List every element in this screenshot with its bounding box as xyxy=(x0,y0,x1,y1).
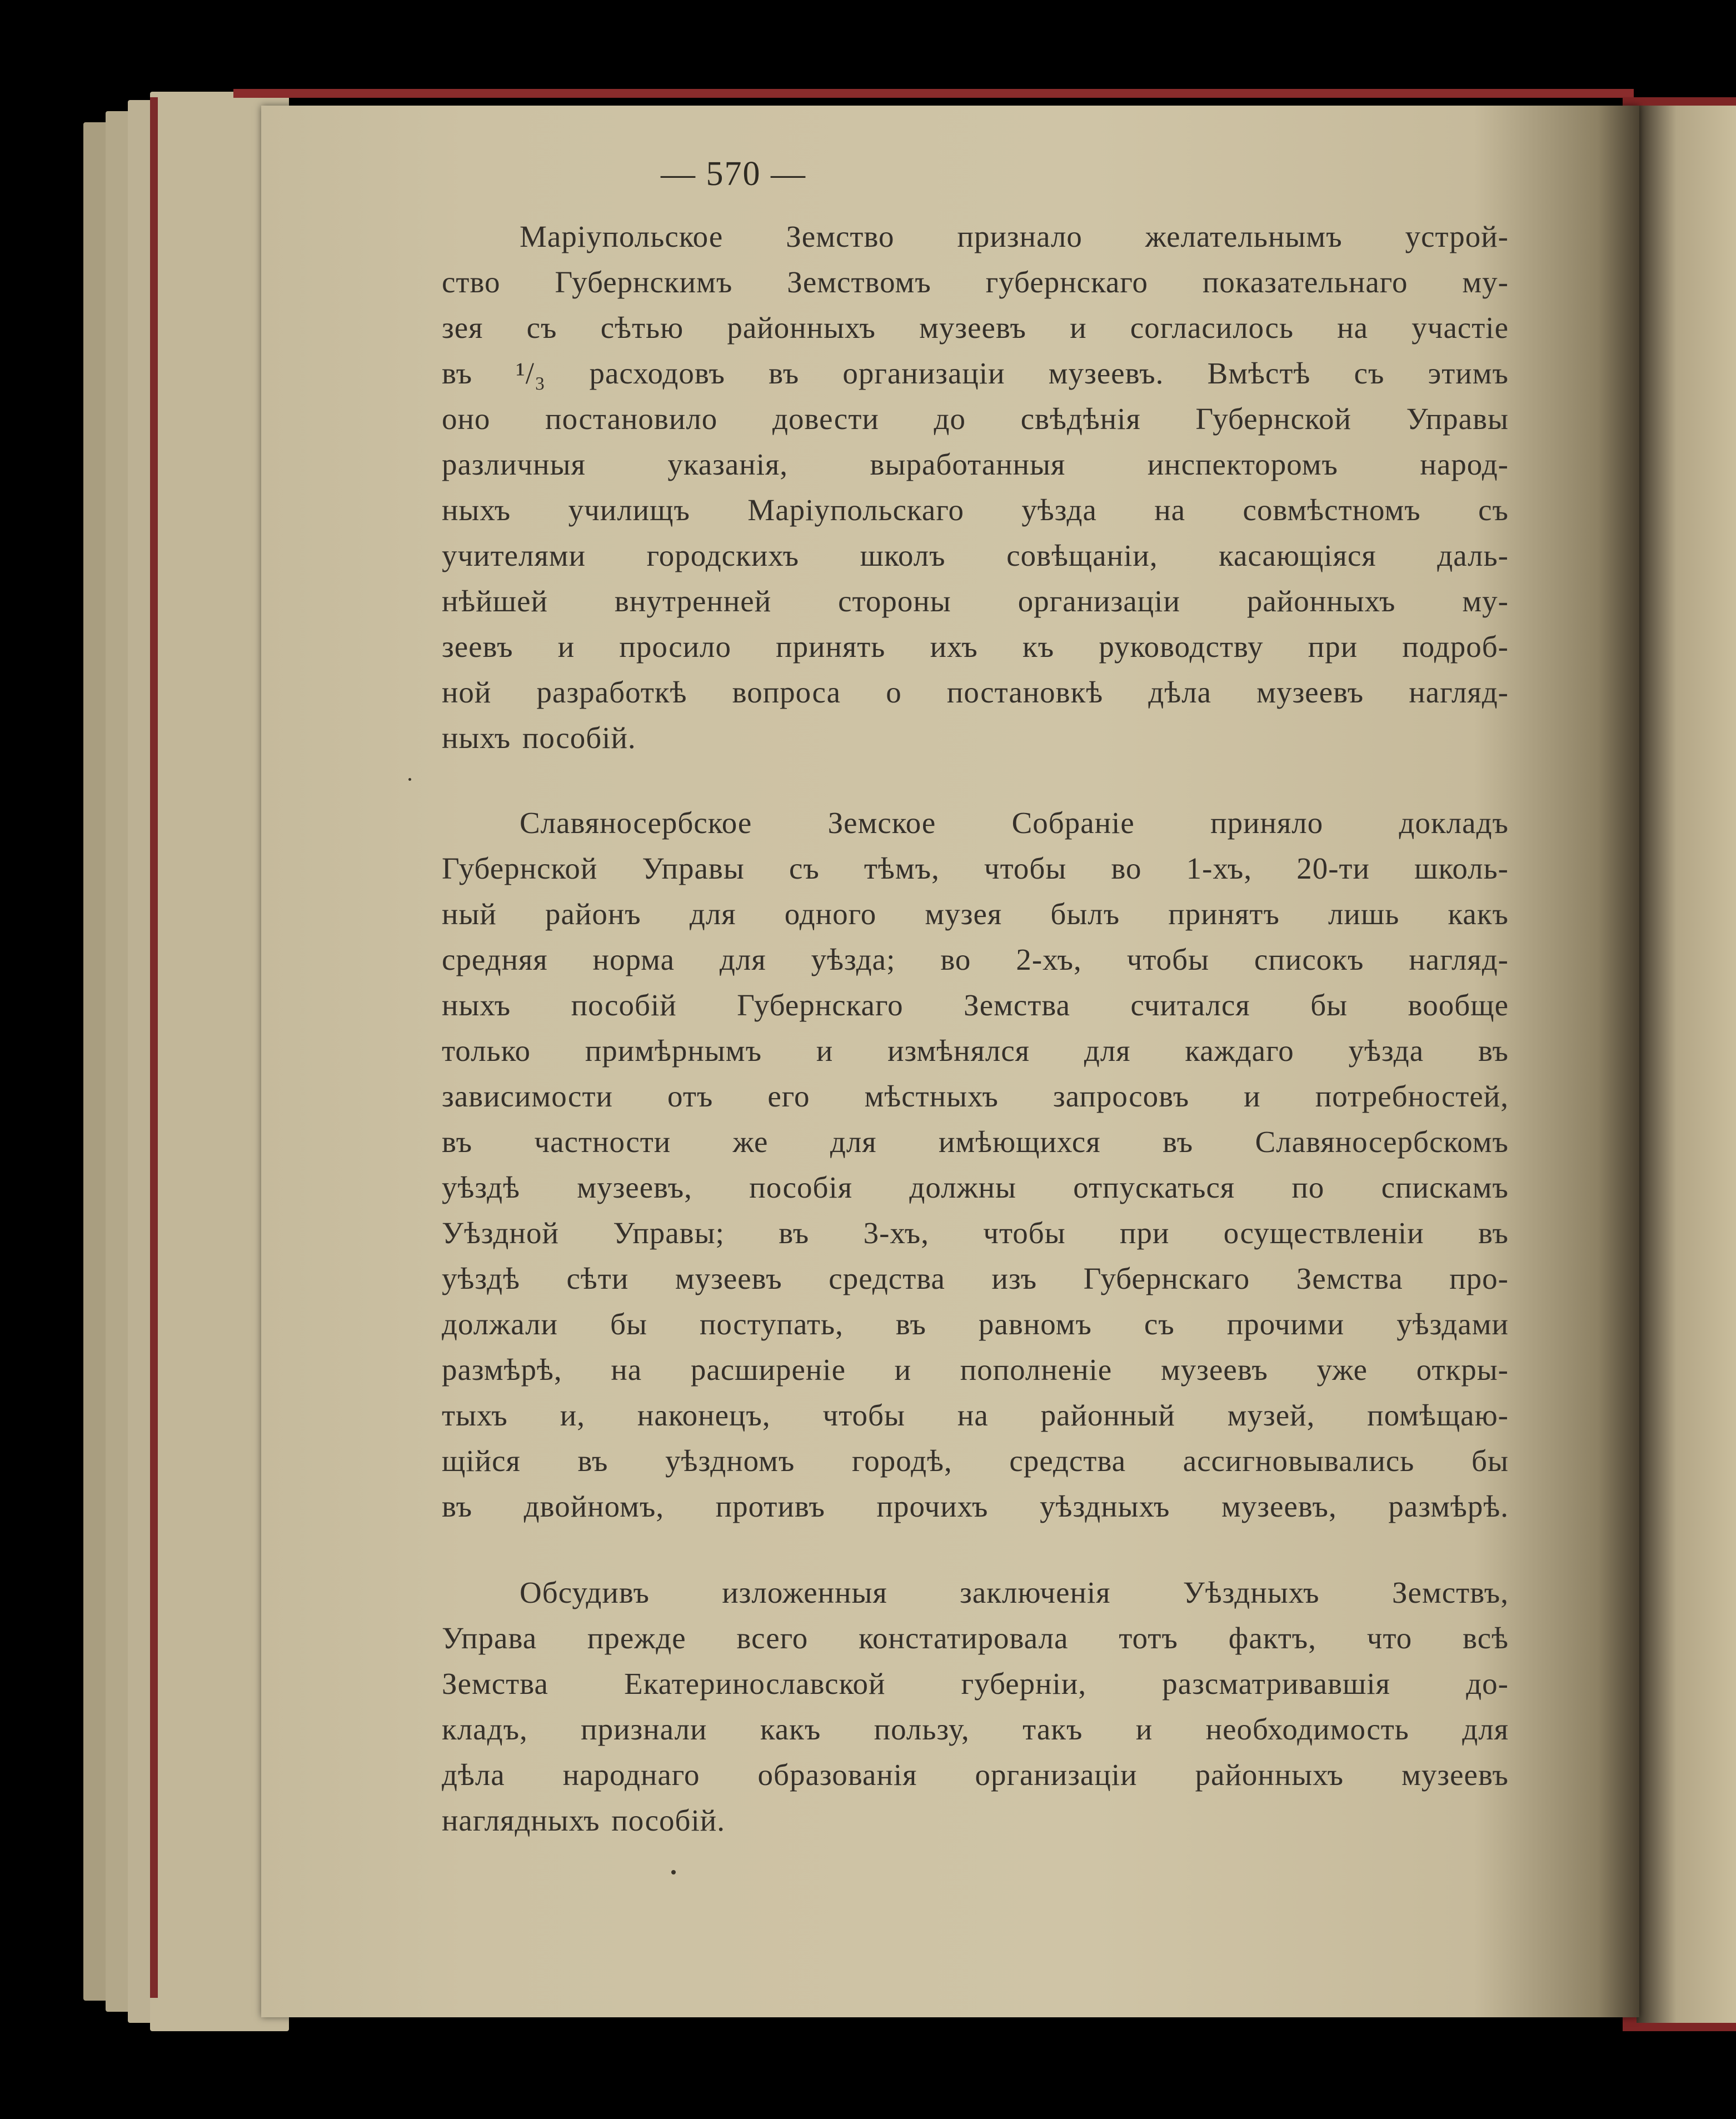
text-line: зея съ сѣтью районныхъ музеевъ и согласилось на участіе xyxy=(442,311,1509,345)
text-line: тыхъ и, наконецъ, чтобы на районный музей, помѣщаю- xyxy=(442,1398,1509,1432)
text-line: Обсудивъ изложенныя заключенія Уѣздныхъ Земствъ, xyxy=(520,1575,1509,1609)
paper-speck xyxy=(408,778,411,781)
paragraph-2 xyxy=(442,800,1509,1529)
text-line: Уѣздной Управы; въ 3-хъ, чтобы при осуществленіи въ xyxy=(442,1216,1509,1250)
text-line: кладъ, признали какъ пользу, такъ и необходимость для xyxy=(442,1712,1509,1746)
text-line: Губернской Управы съ тѣмъ, чтобы во 1-хъ, 20-ти школь- xyxy=(442,851,1509,885)
text-line: различныя указанія, выработанныя инспекторомъ народ- xyxy=(442,447,1509,481)
text-line: щійся въ уѣздномъ городѣ, средства ассигновывались бы xyxy=(442,1444,1509,1478)
paper-speck xyxy=(671,1870,676,1874)
text-line: только примѣрнымъ и измѣнялся для каждаго уѣзда въ xyxy=(442,1034,1509,1068)
text-line: зеевъ и просило принять ихъ къ руководству при подроб- xyxy=(442,630,1509,664)
page-number: — 570 — xyxy=(661,155,806,193)
text-line: ныхъ пособій. xyxy=(442,721,636,755)
text-line: въ двойномъ, противъ прочихъ уѣздныхъ музеевъ, размѣрѣ. xyxy=(442,1489,1509,1523)
paragraph-3 xyxy=(442,1570,1509,1843)
binding-top-edge xyxy=(233,89,1634,98)
text-line: нѣйшей внутренней стороны организаціи районныхъ му- xyxy=(442,584,1509,618)
text-line: ство Губернскимъ Земствомъ губернскаго показательнаго му- xyxy=(442,265,1509,299)
text-line: наглядныхъ пособій. xyxy=(442,1803,725,1837)
binding-edge xyxy=(150,97,158,1998)
text-line: Земства Екатеринославской губерніи, разсматривавшія до- xyxy=(442,1667,1509,1701)
text-line: оно постановило довести до свѣдѣнія Губернской Управы xyxy=(442,402,1509,436)
text-line: зависимости отъ его мѣстныхъ запросовъ и потребностей, xyxy=(442,1079,1509,1113)
text-line: въ ¹/₃ расходовъ въ организаціи музеевъ. Вмѣстѣ съ этимъ xyxy=(442,356,1509,390)
text-line: средняя норма для уѣзда; во 2-хъ, чтобы списокъ нагляд- xyxy=(442,943,1509,976)
text-line: ныхъ училищъ Маріупольскаго уѣзда на совмѣстномъ съ xyxy=(442,493,1509,527)
right-facing-page xyxy=(1637,106,1736,2023)
text-line: въ частности же для имѣющихся въ Славяносербскомъ xyxy=(442,1125,1509,1159)
text-line: уѣздѣ сѣти музеевъ средства изъ Губернскаго Земства про- xyxy=(442,1262,1509,1295)
text-line: Маріупольское Земство признало желательнымъ устрой- xyxy=(520,220,1509,253)
text-line: ныхъ пособій Губернскаго Земства считался бы вообще xyxy=(442,988,1509,1022)
text-line: Славяносербское Земское Собраніе приняло докладъ xyxy=(520,806,1509,840)
text-line: ной разработкѣ вопроса о постановкѣ дѣла музеевъ нагляд- xyxy=(442,675,1509,709)
paragraph-1 xyxy=(442,214,1509,761)
text-line: уѣздѣ музеевъ, пособія должны отпускаться по спискамъ xyxy=(442,1170,1509,1204)
text-line: учителями городскихъ школъ совѣщаніи, касающіяся даль- xyxy=(442,539,1509,572)
text-line: размѣрѣ, на расширеніе и пополненіе музеевъ уже откры- xyxy=(442,1353,1509,1387)
text-line: Управа прежде всего констатировала тотъ фактъ, что всѣ xyxy=(442,1621,1509,1655)
text-line: ный районъ для одного музея былъ принятъ лишь какъ xyxy=(442,897,1509,931)
text-line: дѣла народнаго образованія организаціи районныхъ музеевъ xyxy=(442,1758,1509,1792)
text-line: должали бы поступать, въ равномъ съ прочими уѣздами xyxy=(442,1307,1509,1341)
